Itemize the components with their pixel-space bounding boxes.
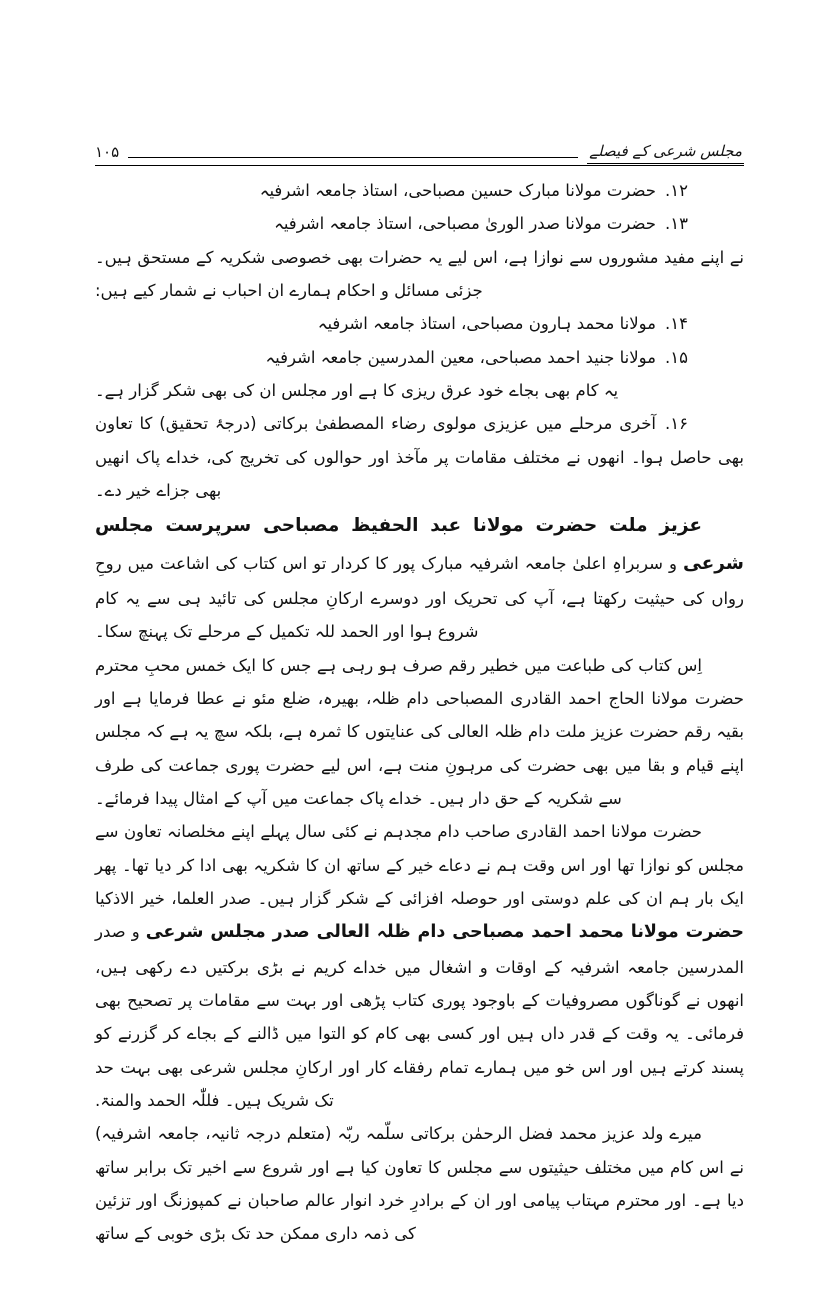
qadri-bold-name: حضرت مولانا محمد احمد مصباحی دام ظلہ العالی صدر مجلس شرعی	[145, 922, 744, 943]
list-item-text: مولانا جنید احمد مصباحی، معین المدرسین جامعہ اشرفیہ	[265, 347, 657, 367]
list-item-text: آخری مرحلے میں عزیزی مولوی رضاء المصطفیٰ برکاتی (درجۂ تحقیق) کا تعاون بھی حاصل ہوا۔ انھوں نے مختلف مقامات پر مآخذ اور حوالوں کی تخریج کی، خداے پاک انھیں بھی جزاے خیر دے۔	[95, 414, 744, 500]
list-number: ۱۴.	[665, 314, 688, 334]
book-page	[0, 142, 826, 1311]
list-number: ۱۳.	[665, 214, 688, 234]
list-item-13	[95, 207, 744, 240]
list-number: ۱۵.	[665, 347, 688, 367]
list-number: ۱۲.	[665, 181, 688, 200]
list-item-14	[95, 307, 744, 340]
qadri-text-pre: حضرت مولانا احمد القادری صاحب دام مجدہم نے کئی سال پہلے اپنے مخلصانہ تعاون سے مجلس کو نوازا تھا اور اس وقت ہم نے دعاے خیر کے ساتھ ان کا شکریہ بھی ادا کر دیا تھا۔ پھر ایک بار ہم ان کی علم دوستی اور حوصلہ افزائی کے شکر گزار ہیں۔ صدر العلما، خیر الاذکیا	[95, 822, 744, 908]
page-number: ۱۰۵	[95, 143, 120, 161]
header-rule	[128, 157, 578, 158]
list-number: ۱۶.	[665, 414, 688, 434]
paragraph-qadri	[95, 815, 744, 1117]
qadri-text-post: و صدر المدرسین جامعہ اشرفیہ کے اوقات و اشغال میں خداے کریم نے بڑی برکتیں دے رکھی ہیں، انھوں نے گوناگوں مصروفیات کے باوجود پوری کتاب پڑھی اور بہت سے مقامات پر تصحیح بھی فرمائی۔ یہ وقت کے قدر داں ہیں اور کسی بھی کام کو التوا میں ڈالنے کے بجاے کر گزرنے کو پسند کرتے ہیں اور اس خو میں ہمارے تمام رفقاے کار اور ارکانِ مجلس شرعی بھی بہت حد تک شریک ہیں۔ فللّٰہ الحمد والمنۃ.	[95, 922, 744, 1110]
paragraph-after-13: نے اپنے مفید مشوروں سے نوازا ہے، اس لیے یہ حضرات بھی خصوصی شکریہ کے مستحق ہیں۔	[95, 247, 744, 267]
list-item-15	[95, 341, 744, 374]
header-row	[95, 142, 744, 164]
paragraph-aziz-millat	[95, 507, 744, 648]
list-item-text: حضرت مولانا صدر الوریٰ مصباحی، استاذ جامعہ اشرفیہ	[274, 214, 657, 234]
aziz-millat-title: عزیز ملت حضرت مولانا عبد الحفیظ مصباحی سرپرست مجلس شرعی	[95, 515, 744, 574]
list-item-12	[95, 174, 744, 207]
page-header	[95, 142, 744, 166]
paragraph-printing-cost: اِس کتاب کی طباعت میں خطیر رقم صرف ہو رہی ہے جس کا ایک خمس محبِ محترم حضرت مولانا الحاج احمد القادری المصباحی دام ظلہ، بھیرہ، ضلع مئو نے عطا فرمایا ہے اور بقیہ رقم حضرت عزیز ملت دام ظلہ العالی کی عنایتوں کا ثمرہ ہے، بلکہ سچ یہ ہے کہ مجلس اپنے قیام و بقا میں بھی حضرت کی مرہونِ منت ہے، اس لیے حضرت پوری جماعت کی طرف سے شکریہ کے حق دار ہیں۔ خداے پاک جماعت میں آپ کے امثال پیدا فرمائے۔	[95, 655, 744, 808]
paragraph-son: میرے ولد عزیز محمد فضل الرحمٰن برکاتی سلّمہ ربّہ (متعلم درجہ ثانیہ، جامعہ اشرفیہ) نے اس کام میں مختلف حیثیتوں سے مجلس کا تعاون کیا ہے اور شروع سے اخیر تک برابر ساتھ دیا ہے۔ اور محترم مہتاب پیامی اور ان کے برادرِ خرد انوار عالم صاحبان نے کمپوزنگ اور تزئین کی ذمہ داری ممکن حد تک بڑی خوبی کے ساتھ	[95, 1124, 744, 1244]
list-item-text: مولانا محمد ہارون مصباحی، استاذ جامعہ اشرفیہ	[317, 314, 657, 334]
aziz-millat-rest: و سربراہِ اعلیٰ جامعہ اشرفیہ مبارک پور کا کردار تو اس کتاب کی اشاعت میں روحِ رواں کی حیثیت رکھتا ہے، آپ کی تحریک اور دوسرے ارکانِ مجلس کی تائید ہی سے یہ کام شروع ہوا اور الحمد للہ تکمیل کے مرحلے تک پہنچ سکا۔	[95, 553, 744, 642]
list-item-16	[95, 407, 744, 507]
list-item-text: حضرت مولانا مبارک حسین مصباحی، استاذ جامعہ اشرفیہ	[259, 181, 657, 200]
running-head: مجلس شرعی کے فیصلے	[587, 142, 744, 164]
paragraph-before-14: جزئی مسائل و احکام ہمارے ان احباب نے شمار کیے ہیں:	[95, 280, 483, 300]
page-body	[95, 174, 744, 1251]
paragraph-after-15: یہ کام بھی بجاے خود عرق ریزی کا ہے اور مجلس ان کی بھی شکر گزار ہے۔	[95, 380, 619, 400]
header-rule-full	[95, 165, 744, 166]
